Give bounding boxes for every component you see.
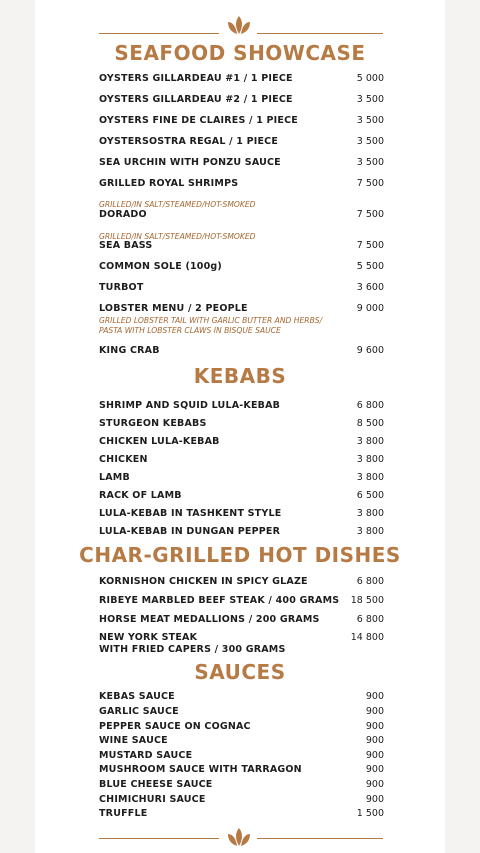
item-name: OYSTERS GILLARDEAU #2 / 1 PIECE: [99, 94, 293, 105]
item-price: 14 800: [350, 632, 384, 643]
item-price: 3 800: [356, 526, 384, 537]
item-name: RACK OF LAMB: [99, 490, 182, 501]
item-price: 900: [365, 721, 384, 732]
fleur-ornament-icon: [224, 826, 254, 848]
item-name: DORADO: [99, 209, 147, 220]
menu-item: [99, 764, 384, 778]
item-price: 7 500: [356, 240, 384, 251]
menu-item: [99, 779, 384, 793]
menu-item: [99, 136, 384, 150]
item-note: PASTA WITH LOBSTER CLAWS IN BISQUE SAUCE: [99, 326, 281, 335]
item-note: GRILLED/IN SALT/STEAMED/HOT-SMOKED: [99, 200, 256, 209]
item-name: LULA-KEBAB IN DUNGAN PEPPER: [99, 526, 281, 537]
menu-item: [99, 526, 384, 540]
item-name: CHICKEN: [99, 454, 148, 465]
item-name: BLUE CHEESE SAUCE: [99, 779, 213, 790]
item-price: 6 800: [356, 576, 384, 587]
menu-item-continued: [99, 644, 384, 658]
item-name: GRILLED ROYAL SHRIMPS: [99, 178, 239, 189]
item-name: MUSHROOM SAUCE WITH TARRAGON: [99, 764, 302, 775]
item-price: 1 500: [356, 808, 384, 819]
item-price: 7 500: [356, 178, 384, 189]
menu-item: [99, 157, 384, 171]
item-price: 3 500: [356, 157, 384, 168]
item-price: 900: [365, 750, 384, 761]
menu-item: [99, 706, 384, 720]
hot-dishes-section-title: CHAR-GRILLED HOT DISHES: [79, 543, 401, 567]
menu-item: [99, 735, 384, 749]
item-name: SEA BASS: [99, 240, 153, 251]
fleur-ornament-icon: [224, 14, 254, 36]
item-name: NEW YORK STEAK: [99, 632, 198, 643]
item-price: 6 800: [356, 400, 384, 411]
item-name: KEBAS SAUCE: [99, 691, 175, 702]
item-price: 3 600: [356, 282, 384, 293]
item-name: COMMON SOLE (100g): [99, 261, 222, 272]
item-name: LULA-KEBAB IN TASHKENT STYLE: [99, 508, 282, 519]
sauces-section-title: SAUCES: [194, 660, 286, 684]
item-price: 5 000: [356, 73, 384, 84]
item-name: OYSTERS GILLARDEAU #1 / 1 PIECE: [99, 73, 293, 84]
item-name: LAMB: [99, 472, 130, 483]
item-name: PEPPER SAUCE ON COGNAC: [99, 721, 251, 732]
item-name: STURGEON KEBABS: [99, 418, 207, 429]
menu-item: [99, 345, 384, 359]
menu-item: [99, 73, 384, 87]
item-name: TURBOT: [99, 282, 144, 293]
item-name: WINE SAUCE: [99, 735, 168, 746]
item-name: TRUFFLE: [99, 808, 148, 819]
item-name: GARLIC SAUCE: [99, 706, 179, 717]
item-price: 3 500: [356, 115, 384, 126]
menu-item: [99, 418, 384, 432]
item-note: GRILLED LOBSTER TAIL WITH GARLIC BUTTER AND HERBS/: [99, 316, 323, 325]
menu-item: [99, 240, 384, 254]
item-name: LOBSTER MENU / 2 PEOPLE: [99, 303, 248, 314]
item-price: 900: [365, 794, 384, 805]
item-price: 6 800: [356, 614, 384, 625]
menu-item: [99, 794, 384, 808]
item-price: 900: [365, 779, 384, 790]
menu-item: [99, 436, 384, 450]
bottom-divider-left: [99, 838, 219, 839]
menu-item: [99, 303, 384, 317]
menu-item: [99, 115, 384, 129]
item-price: 3 800: [356, 454, 384, 465]
menu-item: [99, 178, 384, 192]
top-divider-left: [99, 33, 219, 34]
menu-item: [99, 614, 384, 628]
item-name: CHICKEN LULA-KEBAB: [99, 436, 220, 447]
menu-item: [99, 691, 384, 705]
item-name: OYSTERSOSTRA REGAL / 1 PIECE: [99, 136, 279, 147]
menu-item: [99, 400, 384, 414]
seafood-section-title: SEAFOOD SHOWCASE: [114, 41, 366, 65]
item-name: WITH FRIED CAPERS / 300 GRAMS: [99, 644, 286, 655]
item-name: OYSTERS FINE DE CLAIRES / 1 PIECE: [99, 115, 298, 126]
item-name: HORSE MEAT MEDALLIONS / 200 GRAMS: [99, 614, 320, 625]
item-price: 9 000: [356, 303, 384, 314]
item-price: 9 600: [356, 345, 384, 356]
item-name: MUSTARD SAUCE: [99, 750, 193, 761]
menu-page: [35, 0, 445, 853]
item-price: 8 500: [356, 418, 384, 429]
menu-item: [99, 595, 384, 609]
menu-item: [99, 261, 384, 275]
item-price: 900: [365, 691, 384, 702]
item-price: 6 500: [356, 490, 384, 501]
menu-item: [99, 282, 384, 296]
menu-item: [99, 750, 384, 764]
menu-item: [99, 454, 384, 468]
menu-item: [99, 721, 384, 735]
item-name: KING CRAB: [99, 345, 160, 356]
menu-item: [99, 94, 384, 108]
item-name: KORNISHON CHICKEN IN SPICY GLAZE: [99, 576, 308, 587]
menu-item: [99, 209, 384, 223]
item-price: 3 800: [356, 436, 384, 447]
menu-item: [99, 576, 384, 590]
bottom-divider-right: [257, 838, 383, 839]
item-price: 5 500: [356, 261, 384, 272]
item-price: 3 500: [356, 94, 384, 105]
item-price: 900: [365, 764, 384, 775]
item-price: 3 500: [356, 136, 384, 147]
menu-item: [99, 508, 384, 522]
item-note: GRILLED/IN SALT/STEAMED/HOT-SMOKED: [99, 232, 256, 241]
item-price: 900: [365, 735, 384, 746]
item-price: 18 500: [350, 595, 384, 606]
item-price: 900: [365, 706, 384, 717]
menu-item: [99, 490, 384, 504]
menu-item: [99, 472, 384, 486]
item-name: SHRIMP AND SQUID LULA-KEBAB: [99, 400, 281, 411]
top-divider-right: [257, 33, 383, 34]
item-name: RIBEYE MARBLED BEEF STEAK / 400 GRAMS: [99, 595, 340, 606]
item-price: 7 500: [356, 209, 384, 220]
item-name: SEA URCHIN WITH PONZU SAUCE: [99, 157, 281, 168]
kebabs-section-title: KEBABS: [193, 364, 287, 388]
item-price: 3 800: [356, 472, 384, 483]
item-price: 3 800: [356, 508, 384, 519]
menu-item: [99, 808, 384, 822]
item-name: CHIMICHURI SAUCE: [99, 794, 206, 805]
